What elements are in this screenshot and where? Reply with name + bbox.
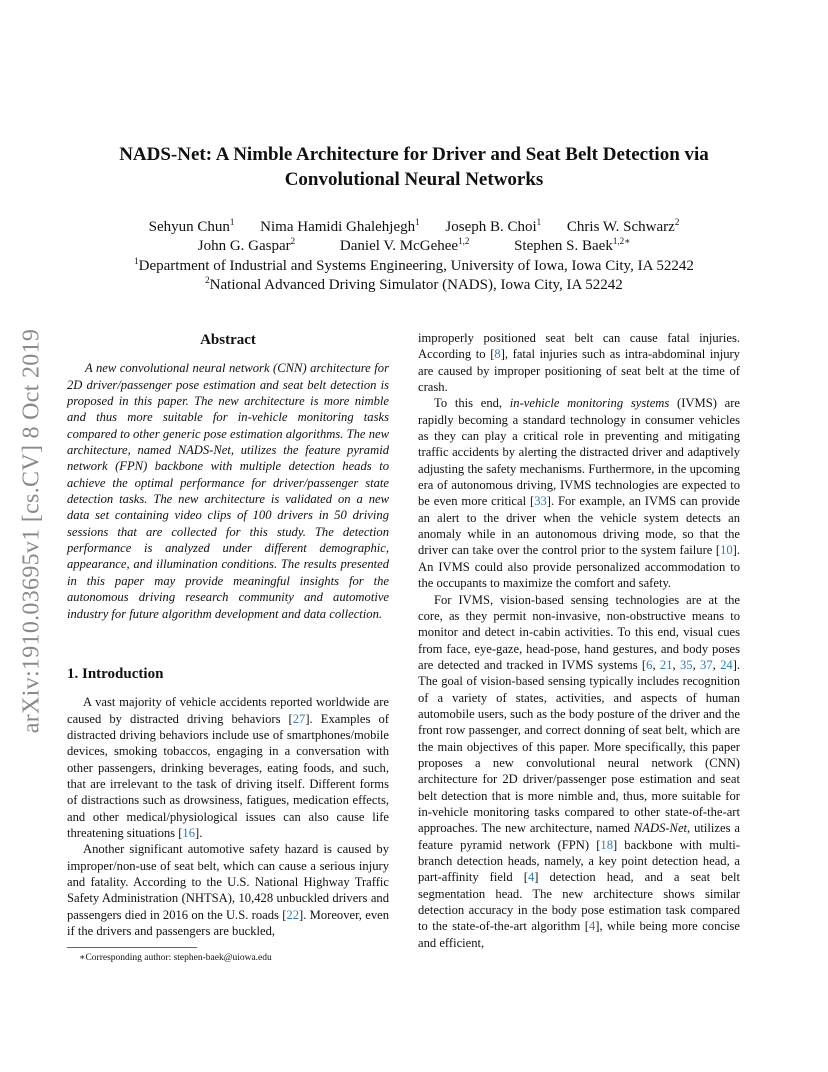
right-paragraph-0: improperly positioned seat belt can cause fatal injuries. According to [8], fatal injuries such as intra-abdominal injury are caused by improper positioning of seat belt at the time of crash. xyxy=(418,331,740,395)
author-row-2 xyxy=(60,237,768,256)
author: John G. Gaspar$^2$ xyxy=(197,236,296,254)
footnote-rule xyxy=(67,947,197,948)
citation-link[interactable]: 27 xyxy=(292,711,306,726)
title-line-2: Convolutional Neural Networks xyxy=(284,169,544,190)
intro-paragraph-2: Another significant automotive safety hazard is caused by improper/non-use of seat belt, which can cause a serious injury and fatality. According to the U.S. National Highway Traffic Safety Administration (NHTSA), 10,428 unbuckled drivers and passengers died in 2016 on the U.S. roads [22]. Moreover, even if the drivers and passengers are buckled, xyxy=(67,842,389,938)
right-paragraph-2: For IVMS, vision-based sensing technologies are at the core, as they permit non-invasive, non-obstructive means to monitor and detect in-cabin activities. To this end, visual cues from face, eye-gaze, head-pose, hand gestures, and body poses are detected and tracked in IVMS systems [6, 21, 35, 37, 24]. The goal of vision-based sensing typically includes recognition of a variety of states, activities, and aspects of human automobile users, such as the body posture of the driver and the front row passenger, and correct donning of seat belt, which are the main objectives of this paper. More specifically, this paper proposes a new convolutional neural network (CNN) architecture for 2D driver/passenger pose estimation and seat belt detection that is more nimble and, thus, more suitable for in-vehicle monitoring tasks compared to other state-of-the-art approaches. The new architecture, named NADS-Net, utilizes a feature pyramid network (FPN) [18] backbone with multi-branch detection heads, namely, a key point detection head, a part-affinity field [4] detection head, and a seat belt segmentation head. The new architecture shows similar detection accuracy in the body pose estimation task compared to the state-of-the-art algorithm [4], while being more concise and efficient, xyxy=(418,592,741,950)
arxiv-id: arXiv:1910.03695v1 [cs.CV] 8 Oct 2019 xyxy=(18,328,45,734)
title-line-1: NADS-Net: A Nimble Architecture for Driver and Seat Belt Detection via xyxy=(119,144,709,165)
intro-paragraph-1: A vast majority of vehicle accidents reported worldwide are caused by distracted driving behaviors [27]. Examples of distracted driving behaviors include use of smartphones/mobile devices, smoking tobaccos, engaging in a conversation with other passengers, drinking beverages, eating foods, and such, that are irrelevant to the task of driving itself. Different forms of distractions such as drowsiness, fatigues, medication effects, and other medical/physiological issues can also cause life threatening situations [16]. xyxy=(67,695,389,840)
citation-link[interactable]: 37 xyxy=(700,657,713,672)
affiliation-1: $^1$Department of Industrial and Systems Engineering, University of Iowa, Iowa City, IA 52242 xyxy=(134,256,694,274)
author: Chris W. Schwarz$^2$ xyxy=(566,217,680,235)
abstract-heading: Abstract xyxy=(200,332,256,348)
citation-link[interactable]: 33 xyxy=(534,494,547,509)
corresponding-author-note: ∗Corresponding author: stephen-baek@uiowa.edu xyxy=(79,953,272,963)
section-heading-introduction: 1. Introduction xyxy=(67,665,164,682)
citation-link[interactable]: 8 xyxy=(494,347,501,362)
footnote xyxy=(67,947,389,963)
citation-link[interactable]: 4 xyxy=(527,870,535,885)
author: Sehyun Chun$^1$ xyxy=(148,217,235,235)
citation-link[interactable]: 21 xyxy=(659,657,673,672)
citation-link[interactable]: 22 xyxy=(286,907,299,922)
citation-link[interactable]: 4 xyxy=(588,919,596,934)
citation-link[interactable]: 10 xyxy=(720,543,733,558)
author-list xyxy=(60,218,768,256)
author-row-1 xyxy=(60,218,768,237)
citation-link[interactable]: 24 xyxy=(720,657,733,672)
arxiv-sidebar xyxy=(14,296,50,766)
affiliation-2: $^2$National Advanced Driving Simulator (NADS), Iowa City, IA 52242 xyxy=(205,275,623,293)
affiliations xyxy=(60,257,768,295)
citation-link[interactable]: 35 xyxy=(679,657,693,672)
abstract-text: A new convolutional neural network (CNN) architecture for 2D driver/passenger pose estimation and seat belt detection is proposed in this paper. The new architecture is more nimble and thus more suitable for in-vehicle monitoring tasks compared to other generic pose estimation algorithms. The new architecture, named NADS-Net, utilizes the feature pyramid network (FPN) backbone with multiple detection heads to achieve the optimal performance for driver/passenger state detection tasks. The new architecture is validated on a new data set containing video clips of 100 drivers in 50 driving sessions that are collected for this study. The detection performance is analyzed under different demographic, appearance, and illumination conditions. The results presented in this paper may provide meaningful insights for the autonomous driving research community and automotive industry for future algorithm development and data collection. xyxy=(67,361,389,621)
citation-link[interactable]: 18 xyxy=(600,837,613,852)
author: Stephen S. Baek$^{1,2∗}$ xyxy=(514,236,631,254)
citation-link[interactable]: 6 xyxy=(646,657,653,672)
paper-title xyxy=(60,142,768,192)
author: Daniel V. McGehee$^{1,2}$ xyxy=(339,236,470,254)
citation-link[interactable]: 16 xyxy=(182,825,196,840)
author: Nima Hamidi Ghalehjegh$^1$ xyxy=(260,217,420,235)
right-paragraph-1: To this end, in-vehicle monitoring systems (IVMS) are rapidly becoming a standard technology in consumer vehicles as they can play a critical role in preventing and mitigating traffic accidents by alerting the distracted driver and adaptively adjusting the safety mechanisms. Furthermore, in the upcoming era of autonomous driving, IVMS technologies are expected to be even more critical [33]. For example, an IVMS can provide an alert to the driver when the vehicle system detects an anomaly while in an autonomous driving mode, so that the driver can take over the control prior to the system failure [10]. An IVMS could also provide personalized accommodation to the occupants to maximize the comfort and safety. xyxy=(418,396,740,591)
left-column xyxy=(67,330,389,939)
right-column xyxy=(418,330,740,951)
author: Joseph B. Choi$^1$ xyxy=(445,217,542,235)
